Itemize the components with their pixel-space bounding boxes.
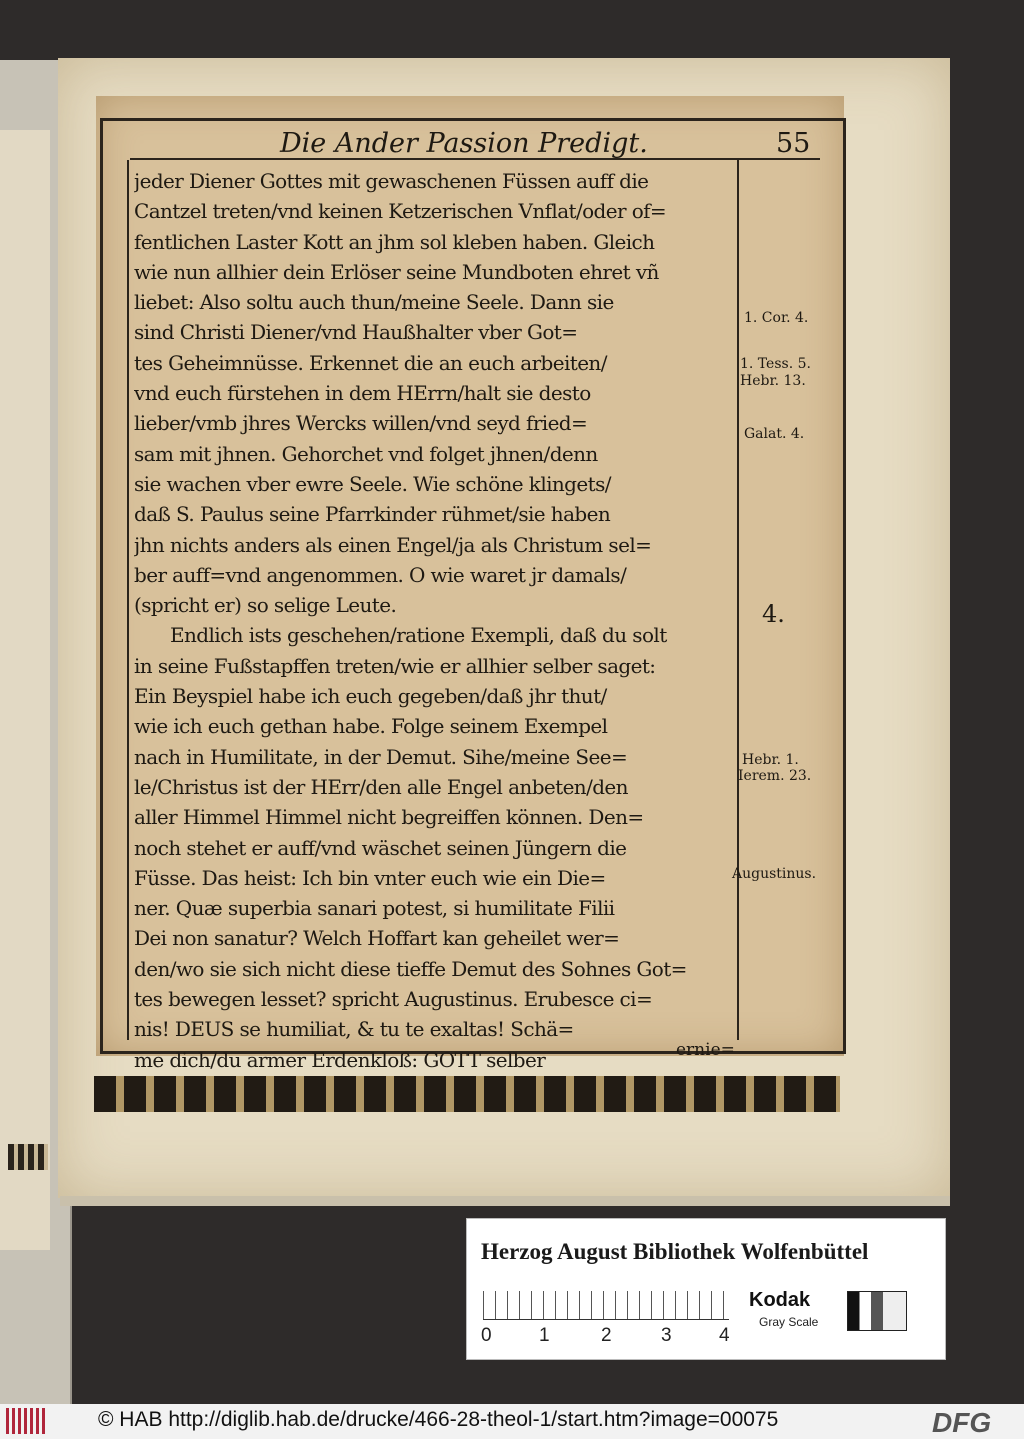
text-line: wie nun allhier dein Erlöser seine Mundboten ehret vñ	[134, 259, 659, 284]
text-line: Dei non sanatur? Welch Hoffart kan geheilet wer=	[134, 926, 620, 951]
footer-bar	[0, 1404, 1024, 1439]
text-line: Ein Beyspiel habe ich euch gegeben/daß jhr thut/	[134, 684, 607, 709]
page-edge	[60, 1196, 950, 1206]
ruler-number: 1	[539, 1325, 550, 1346]
text-line: sind Christi Diener/vnd Haußhalter vber Got=	[134, 320, 578, 345]
text-line: Füsse. Das heist: Ich bin vnter euch wie ein Die=	[134, 865, 606, 890]
footer-permalink[interactable]: © HAB http://diglib.hab.de/drucke/466-28-theol-1/start.htm?image=00075	[98, 1408, 779, 1431]
dfg-logo: DFG	[932, 1407, 992, 1438]
hab-logo-icon	[6, 1408, 46, 1434]
text-line: Cantzel treten/vnd keinen Ketzerischen Vnflat/oder of=	[134, 199, 667, 224]
text-line: sie wachen vber ewre Seele. Wie schöne klingets/	[134, 471, 611, 496]
margin-note-augustinus: Augustinus.	[732, 866, 817, 882]
text-line: nis! DEUS se humiliat, & tu te exaltas! Schä=	[134, 1017, 574, 1042]
ruler-number: 4	[719, 1325, 730, 1346]
text-line: le/Christus ist der HErr/den alle Engel anbeten/den	[134, 774, 628, 799]
text-line: ner. Quæ superbia sanari potest, si humilitate Filii	[134, 896, 615, 921]
text-line: vnd euch fürstehen in dem HErrn/halt sie desto	[134, 381, 591, 406]
ruler-scale	[483, 1291, 729, 1320]
margin-note-tess: 1. Tess. 5.	[740, 356, 811, 372]
kodak-brand: Kodak	[749, 1289, 811, 1311]
text-line: wie ich euch gethan habe. Folge seinem Exempel	[134, 714, 608, 739]
library-name: Herzog August Bibliothek Wolfenbüttel	[481, 1239, 869, 1264]
ruler-number: 2	[601, 1325, 612, 1346]
facing-page-ornament	[8, 1144, 48, 1170]
text-line: tes Geheimnüsse. Erkennet die an euch arbeiten/	[134, 350, 607, 375]
ruler-number: 0	[481, 1325, 492, 1346]
decorative-border-ornament	[94, 1076, 840, 1112]
running-head: Die Ander Passion Predigt.	[280, 128, 648, 159]
margin-note-cor: 1. Cor. 4.	[744, 310, 809, 326]
text-line: tes bewegen lesset? spricht Augustinus. Erubesce ci=	[134, 987, 653, 1012]
text-line: aller Himmel Himmel nicht begreiffen können. Den=	[134, 805, 644, 830]
catchword: ernie=	[676, 1040, 735, 1060]
text-line: liebet: Also soltu auch thun/meine Seele. Dann sie	[134, 290, 614, 315]
text-line: daß S. Paulus seine Pfarrkinder rühmet/sie haben	[134, 502, 611, 527]
margin-section-number: 4.	[762, 600, 785, 628]
text-line: lieber/vmb jhres Wercks willen/vnd seyd fried=	[134, 411, 588, 436]
margin-note-ierem: Ierem. 23.	[738, 768, 812, 784]
library-color-target	[466, 1218, 946, 1360]
text-line: fentlichen Laster Kott an jhm sol kleben haben. Gleich	[134, 229, 655, 254]
text-line: ber auff=vnd angenommen. O wie waret jr damals/	[134, 562, 627, 587]
text-line: jhn nichts anders als einen Engel/ja als Christum sel=	[134, 532, 652, 557]
margin-note-hebr1: Hebr. 1.	[742, 752, 799, 768]
ruler-number: 3	[661, 1325, 672, 1346]
body-text	[134, 166, 724, 1075]
text-line: nach in Humilitate, in der Demut. Sihe/meine See=	[134, 744, 628, 769]
text-line: Endlich ists geschehen/ratione Exempli, daß du solt	[170, 623, 667, 648]
page-number: 55	[776, 128, 811, 159]
margin-note-galat: Galat. 4.	[744, 426, 805, 442]
text-line: (spricht er) so selige Leute.	[134, 593, 397, 618]
text-line: jeder Diener Gottes mit gewaschenen Füssen auff die	[134, 169, 649, 193]
margin-note-hebr13: Hebr. 13.	[740, 373, 806, 389]
gray-scale-swatch	[847, 1291, 907, 1331]
text-line: in seine Fußstapffen treten/wie er allhier selber saget:	[134, 653, 656, 678]
text-line: sam mit jhnen. Gehorchet vnd folget jhnen/denn	[134, 441, 598, 466]
text-line: den/wo sie sich nicht diese tieffe Demut des Sohnes Got=	[134, 956, 687, 981]
facing-page-sheet	[0, 130, 50, 1250]
gray-scale-label: Gray Scale	[759, 1315, 819, 1329]
text-line: noch stehet er auff/vnd wäschet seinen Jüngern die	[134, 835, 627, 860]
text-line: me dich/du armer Erdenkloß: GOTT selber	[134, 1047, 546, 1072]
